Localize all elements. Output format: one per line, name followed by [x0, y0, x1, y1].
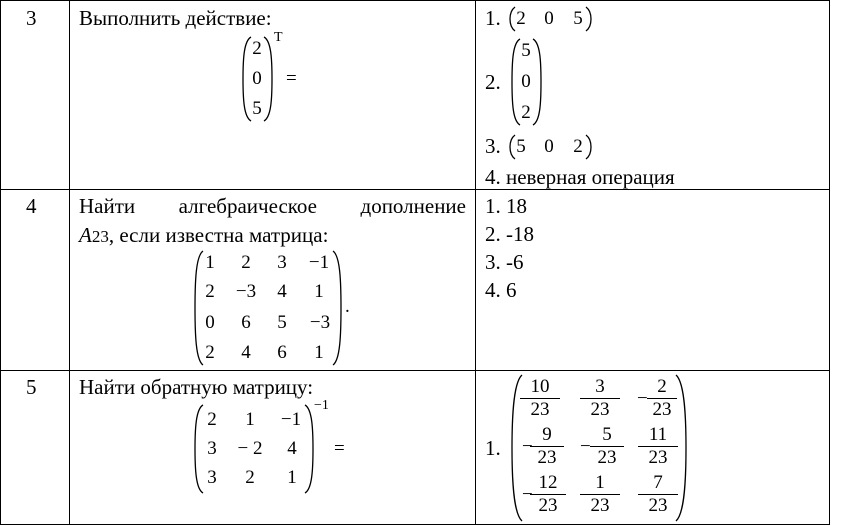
answer-1-entry: 2: [516, 8, 526, 29]
period: .: [345, 296, 350, 317]
task-text-line2: [79, 223, 328, 249]
task-text-rest: , если известна матрица:: [108, 223, 329, 247]
table-line-left: [0, 0, 1, 525]
numerator: 3: [580, 376, 620, 399]
matrix-entry: 1: [314, 281, 324, 302]
matrix-entry: 0: [252, 68, 262, 89]
minus-sign: −: [522, 436, 533, 457]
numerator: 10: [520, 376, 560, 399]
fraction: [647, 376, 677, 421]
matrix-entry: 4: [277, 281, 287, 302]
fraction: [638, 424, 678, 469]
numerator: 7: [638, 472, 678, 495]
answer-2-entry: 2: [521, 102, 531, 123]
answer-3-entry: 5: [516, 136, 526, 157]
matrix-entry: 6: [241, 312, 251, 333]
matrix-entry: 4: [241, 342, 251, 363]
answer-1-label: 1.: [485, 6, 501, 30]
answer-3: 3. -6: [485, 250, 524, 274]
matrix-entry: 3: [207, 438, 217, 459]
matrix-entry: 1: [314, 342, 324, 363]
denominator: 23: [648, 447, 668, 468]
answer-4: 4. неверная операция: [485, 165, 675, 189]
answer-2-label: 2.: [485, 70, 501, 94]
matrix-entry: −3: [309, 312, 331, 333]
fraction: [530, 424, 564, 469]
matrix-entry: 5: [277, 312, 287, 333]
answer-1-entry: 0: [544, 8, 554, 29]
right-paren: [584, 6, 593, 32]
fraction: [590, 424, 624, 469]
denominator: 23: [597, 447, 617, 468]
fraction: [638, 472, 678, 517]
numerator: 1: [580, 472, 620, 495]
denominator: 23: [648, 495, 668, 516]
table-line-col1: [69, 0, 70, 525]
denominator: 23: [652, 399, 672, 420]
right-paren: [262, 36, 274, 122]
fraction: [580, 472, 620, 517]
matrix-entry: 3: [207, 467, 217, 488]
transpose-superscript: T: [274, 30, 283, 45]
task-text: Найти обратную матрицу:: [79, 375, 314, 399]
matrix-entry: 2: [205, 281, 215, 302]
answer-1-entry: 5: [573, 8, 583, 29]
answer-1-label: 1.: [485, 436, 501, 460]
minus-sign: −: [637, 388, 648, 409]
matrix-variable: A: [79, 223, 92, 247]
denominator: 23: [537, 447, 557, 468]
matrix-entry: 4: [287, 438, 297, 459]
matrix-entry: −3: [235, 281, 257, 302]
numerator: 12: [530, 472, 566, 495]
answer-3-entry: 2: [573, 136, 583, 157]
variable-subscript: 23: [91, 227, 109, 246]
table-line-row5: [0, 370, 830, 371]
row-number: 5: [26, 375, 37, 399]
answer-3-label: 3.: [485, 134, 501, 158]
task-text: Выполнить действие:: [79, 6, 272, 30]
numerator: 9: [530, 424, 564, 447]
matrix-entry: 2: [252, 38, 262, 59]
matrix-entry: 3: [277, 252, 287, 273]
numerator: 11: [638, 424, 678, 447]
fraction: [580, 376, 620, 421]
answer-1: 1. 18: [485, 194, 527, 218]
right-paren: [584, 134, 593, 160]
matrix-entry: 5: [252, 98, 262, 119]
table-line-row4: [0, 189, 830, 190]
denominator: 23: [590, 399, 610, 420]
table-line-top: [0, 0, 830, 1]
matrix-entry: 1: [205, 252, 215, 273]
table-line-col2: [475, 0, 476, 525]
matrix-entry: 6: [277, 342, 287, 363]
matrix-entry: 2: [205, 342, 215, 363]
denominator: 23: [538, 495, 558, 516]
answer-2-entry: 0: [521, 71, 531, 92]
numerator: 2: [647, 376, 677, 399]
answer-3-entry: 0: [544, 136, 554, 157]
answer-4: 4. 6: [485, 278, 517, 302]
matrix-entry: −1: [280, 409, 302, 430]
equals-sign: =: [286, 68, 297, 89]
matrix-entry: 0: [205, 312, 215, 333]
fraction: [530, 472, 566, 517]
task-text-line1: Найти алгебраическое дополнение: [79, 194, 466, 218]
table-line-right: [829, 0, 830, 525]
minus-sign: −: [522, 484, 533, 505]
fraction: [520, 376, 560, 421]
denominator: 23: [530, 399, 550, 420]
matrix-entry: −1: [308, 252, 330, 273]
numerator: 5: [590, 424, 624, 447]
answer-2: 2. -18: [485, 222, 534, 246]
minus-sign: −: [580, 436, 591, 457]
answer-2-entry: 5: [521, 40, 531, 61]
denominator: 23: [590, 495, 610, 516]
matrix-entry: 2: [207, 409, 217, 430]
matrix-entry: 1: [245, 409, 255, 430]
matrix-entry: 2: [241, 252, 251, 273]
matrix-entry: 1: [287, 467, 297, 488]
matrix-entry: 2: [245, 467, 255, 488]
equals-sign: =: [334, 438, 345, 459]
row-number: 4: [26, 194, 37, 218]
table-line-bottom: [0, 524, 830, 525]
matrix-entry: − 2: [237, 438, 263, 459]
right-paren: [531, 38, 543, 126]
row-number: 3: [26, 6, 37, 30]
inverse-superscript: −1: [314, 398, 329, 413]
